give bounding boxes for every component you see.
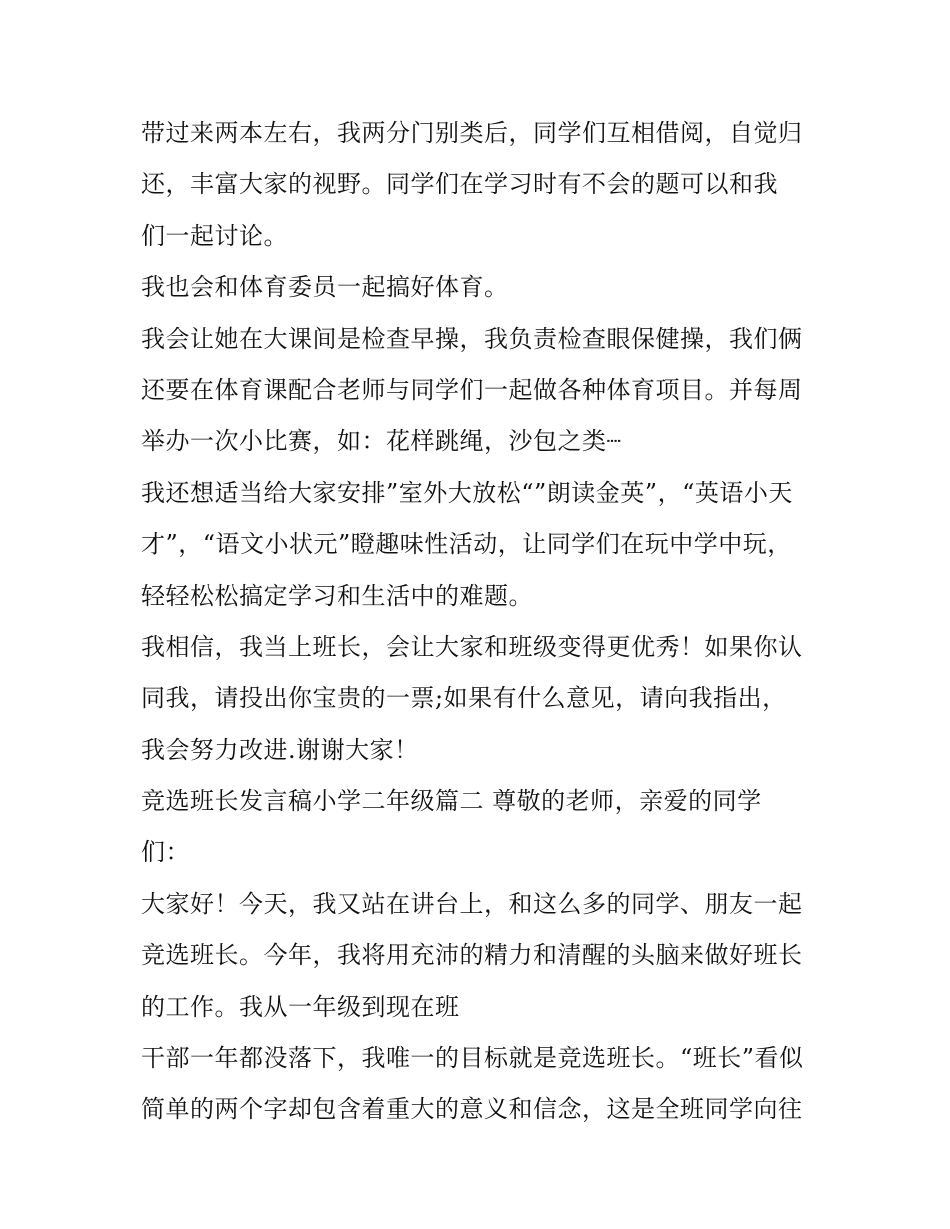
text-line: 竞选班长发言稿小学二年级篇二 尊敬的老师，亲爱的同学 xyxy=(141,787,762,816)
text-line: 我还想适当给大家安排”室外大放松“”朗读金英”，“英语小天 xyxy=(141,478,793,507)
text-line: 竞选班长。今年，我将用充沛的精力和清醒的头脑来做好班长 xyxy=(141,941,803,970)
text-line: 们一起讨论。 xyxy=(141,221,288,250)
text-line: 们： xyxy=(141,838,190,867)
text-line: 我会让她在大课间是检查早操，我负责检查眼保健操，我们俩 xyxy=(141,324,803,353)
text-line: 的工作。我从一年级到现在班 xyxy=(141,992,460,1021)
text-line: 干部一年都没落下，我唯一的目标就是竞选班长。“班长”看似 xyxy=(141,1044,804,1073)
text-line: 还要在体育课配合老师与同学们一起做各种体育项目。并每周 xyxy=(141,375,803,404)
text-line: 简单的两个字却包含着重大的意义和信念，这是全班同学向往 xyxy=(141,1095,803,1124)
text-line: 同我，请投出你宝贵的一票;如果有什么意见，请向我指出， xyxy=(141,684,787,713)
text-line: 我也会和体育委员一起搞好体育。 xyxy=(141,273,509,302)
text-line: 举办一次小比赛，如：花样跳绳，沙包之类┈ xyxy=(141,427,622,456)
text-line: 才”，“语文小状元”瞪趣味性活动，让同学们在玩中学中玩， xyxy=(141,530,792,559)
document-body xyxy=(141,108,821,1136)
text-line: 带过来两本左右，我两分门别类后，同学们互相借阅，自觉归 xyxy=(141,119,803,147)
text-line: 我相信，我当上班长，会让大家和班级变得更优秀！如果你认 xyxy=(141,632,803,661)
text-line: 还，丰富大家的视野。同学们在学习时有不会的题可以和我 xyxy=(141,170,778,199)
text-line: 大家好！今天，我又站在讲台上，和这么多的同学、朋友一起 xyxy=(141,889,803,918)
text-line: 我会努力改进.谢谢大家！ xyxy=(141,735,419,764)
text-line: 轻轻松松搞定学习和生活中的难题。 xyxy=(141,581,533,610)
